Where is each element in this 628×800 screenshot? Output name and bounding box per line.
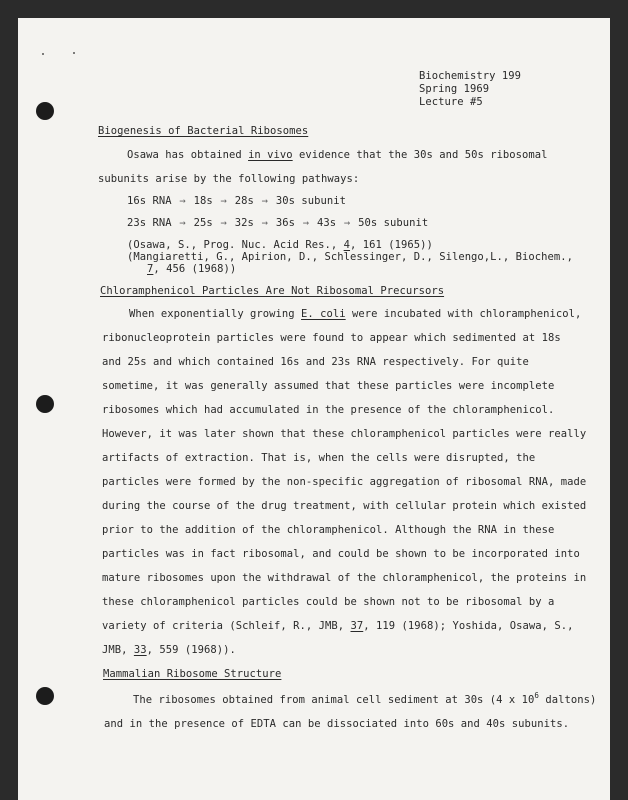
paragraph-line: However, it was later shown that these chloramphenicol particles were really (102, 428, 587, 440)
reference-mangiaretti: (Mangiaretti, G., Apirion, D., Schlessinger, D., Silengo,L., Biochem., (127, 251, 574, 263)
arrow-icon: → (261, 217, 269, 229)
paragraph-line: and 25s and which contained 16s and 23s RNA respectively. For quite (102, 356, 529, 368)
paragraph-line: ribonucleoprotein particles were found to appear which sedimented at 18s (102, 332, 561, 344)
arrow-icon: → (220, 195, 227, 207)
pathway-50s: 23s RNA → 25s → 32s → 36s → 43s → 50s subunit (127, 217, 429, 229)
punch-hole (36, 687, 54, 705)
course-label: Biochemistry 199 (419, 70, 521, 82)
e-coli-term: E. coli (301, 308, 346, 320)
punch-hole (36, 395, 54, 413)
paragraph-line: When exponentially growing E. coli were incubated with chloramphenicol, (129, 308, 582, 320)
punch-hole (36, 102, 54, 120)
section-heading-chloramphenicol: Chloramphenicol Particles Are Not Ribosomal Precursors (100, 285, 445, 297)
term-label: Spring 1969 (419, 83, 490, 95)
paragraph-line: during the course of the drug treatment, with cellular protein which existed (102, 500, 587, 512)
section-heading-biogenesis: Biogenesis of Bacterial Ribosomes (98, 125, 309, 137)
paragraph-line: ribosomes which had accumulated in the presence of the chloramphenicol. (102, 404, 555, 416)
lecture-label: Lecture #5 (419, 96, 483, 108)
paragraph-line: sometime, it was generally assumed that these particles were incomplete (102, 380, 555, 392)
pathway-30s: 16s RNA → 18s → 28s → 30s subunit (127, 195, 346, 207)
speck (73, 52, 75, 54)
document-page (18, 18, 610, 800)
paragraph-line: artifacts of extraction. That is, when the cells were disrupted, the (102, 452, 536, 464)
arrow-icon: → (179, 195, 186, 207)
in-vivo-term: in vivo (248, 149, 293, 161)
paragraph-line: prior to the addition of the chloramphenicol. Although the RNA in these (102, 524, 555, 536)
speck (42, 53, 44, 55)
arrow-icon: → (302, 217, 310, 229)
arrow-icon: → (343, 217, 351, 229)
section-heading-mammalian: Mammalian Ribosome Structure (103, 668, 282, 680)
paragraph-line: particles were formed by the non-specific aggregation of ribosomal RNA, made (102, 476, 587, 488)
paragraph-line: mature ribosomes upon the withdrawal of the chloramphenicol, the proteins in (102, 572, 587, 584)
reference-osawa: (Osawa, S., Prog. Nuc. Acid Res., 4, 161 (1965)) (127, 239, 433, 251)
paragraph-line: JMB, 33, 559 (1968)). (102, 644, 236, 656)
arrow-icon: → (179, 217, 186, 229)
reference-mangiaretti-cont: 7, 456 (1968)) (147, 263, 237, 275)
paragraph-line: variety of criteria (Schleif, R., JMB, 37, 119 (1968); Yoshida, Osawa, S., (102, 620, 574, 632)
intro-line-1: Osawa has obtained in vivo evidence that the 30s and 50s ribosomal (127, 149, 548, 161)
arrow-icon: → (261, 195, 269, 207)
intro-line-2: subunits arise by the following pathways: (98, 173, 360, 185)
paragraph-line: particles was in fact ribosomal, and could be shown to be incorporated into (102, 548, 580, 560)
arrow-icon: → (220, 217, 227, 229)
paragraph-line: these chloramphenicol particles could be shown not to be ribosomal by a (102, 596, 555, 608)
paragraph-line: The ribosomes obtained from animal cell sediment at 30s (4 x $10^6$ daltons) (133, 691, 597, 706)
paragraph-line: and in the presence of EDTA can be dissociated into 60s and 40s subunits. (104, 718, 570, 730)
